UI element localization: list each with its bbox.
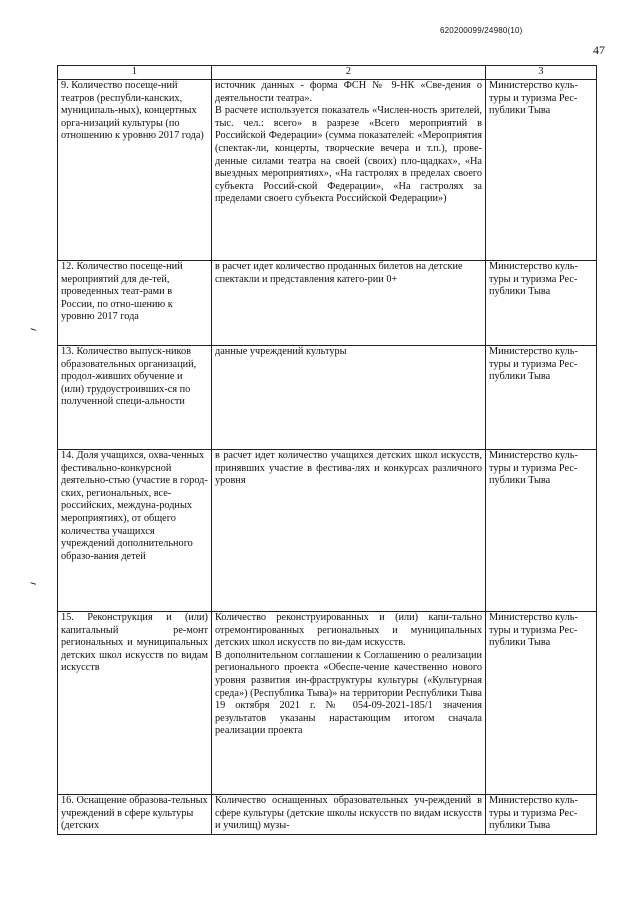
indicators-table <box>57 65 597 835</box>
responsible-cell: Министерство куль-туры и туризма Рес-публики Тыва <box>486 80 597 261</box>
table-row <box>58 80 597 261</box>
method-cell <box>212 612 486 795</box>
method-paragraph: данные учреждений культуры <box>215 346 347 357</box>
margin-tick-mark: – <box>27 575 39 592</box>
method-cell <box>212 346 486 450</box>
method-cell <box>212 795 486 835</box>
method-paragraph: источник данных - форма ФСН № 9-НК «Све-дения о деятельности театра». <box>215 80 482 104</box>
method-paragraph: В расчете используется показатель «Числен-ность зрителей, тыс. чел.: всего» в разрезе «Всего мероприятий в Российской Федерации» (сумма показателей: «Мероприятия (спектак-ли, концерты, творческие вечера и т.п.), прове-денные силами театра на своей (своих) пло-щадках», «На выездных мероприятиях», «На гастролях в пределах своего субъекта Россий-ской Федерации», «На гастролях за пределами своего субъекта Российской Федерации») <box>215 105 482 205</box>
method-cell <box>212 261 486 346</box>
indicator-cell: 9. Количество посеще-ний театров (республи-канских, муниципаль-ных), концертных орга-низаций культуры (по отношению к уровню 2017 года) <box>58 80 212 261</box>
margin-tick-mark: – <box>27 321 39 338</box>
method-paragraph: В дополнительном соглашении к Соглашению о реализации регионального проекта «Обеспе-чение качественно нового уровня развития ин-фраструктуры культуры («Культурная среда») (Республика Тыва)» на территории Республики Тыва 19 октября 2021 г. № 054-09-2021-185/1 значения результатов указаны нарастающим итогом сначала реализации проекта <box>215 649 482 737</box>
responsible-cell: Министерство куль-туры и туризма Рес-публики Тыва <box>486 612 597 795</box>
method-paragraph: Количество реконструированных и (или) капи-тально отремонтированных региональных и муниципальных детских школ искусств по ви-дам искусств. <box>215 612 482 649</box>
method-cell <box>212 450 486 612</box>
method-paragraph: Количество оснащенных образовательных уч-реждений в сфере культуры (детские школы искусств по видам искусств и училищ) музы- <box>215 795 482 832</box>
method-paragraph: в расчет идет количество учащихся детских школ искусств, принявших участие в фестива-лях и конкурсах различного уровня <box>215 450 482 487</box>
column-number-2: 2 <box>212 66 486 80</box>
responsible-cell: Министерство куль-туры и туризма Рес-публики Тыва <box>486 795 597 835</box>
table-row <box>58 346 597 450</box>
page-number: 47 <box>593 43 605 57</box>
responsible-cell: Министерство куль-туры и туризма Рес-публики Тыва <box>486 450 597 612</box>
table-header-row <box>58 66 597 80</box>
column-number-1: 1 <box>58 66 212 80</box>
indicator-cell: 14. Доля учащихся, охва-ченных фестивально-конкурсной деятельно-стью (участие в город-ских, региональных, все-российских, междуна-родных мероприятиях), от общего количества учащихся учреждений дополнительного образо-вания детей <box>58 450 212 612</box>
method-paragraph: в расчет идет количество проданных билетов на детские спектакли и представления катего-рии 0+ <box>215 261 463 285</box>
responsible-cell: Министерство куль-туры и туризма Рес-публики Тыва <box>486 261 597 346</box>
indicator-cell: 12. Количество посеще-ний мероприятий для де-тей, проведенных теат-рами в России, по отно-шению к уровню 2017 года <box>58 261 212 346</box>
column-number-3: 3 <box>486 66 597 80</box>
document-code: 620200099/24980(10) <box>440 26 523 35</box>
table-row <box>58 612 597 795</box>
table-row <box>58 261 597 346</box>
indicator-cell: 16. Оснащение образова-тельных учреждений в сфере культуры (детских <box>58 795 212 835</box>
table-row <box>58 450 597 612</box>
responsible-cell: Министерство куль-туры и туризма Рес-публики Тыва <box>486 346 597 450</box>
table-row <box>58 795 597 835</box>
method-cell <box>212 80 486 261</box>
indicator-cell: 15. Реконструкция и (или) капитальный ре-монт региональных и муниципальных детских школ искусств по видам искусств <box>58 612 212 795</box>
indicator-cell: 13. Количество выпуск-ников образовательных организаций, продол-живших обучение и (или) трудоустроивших-ся по полученной специ-альности <box>58 346 212 450</box>
